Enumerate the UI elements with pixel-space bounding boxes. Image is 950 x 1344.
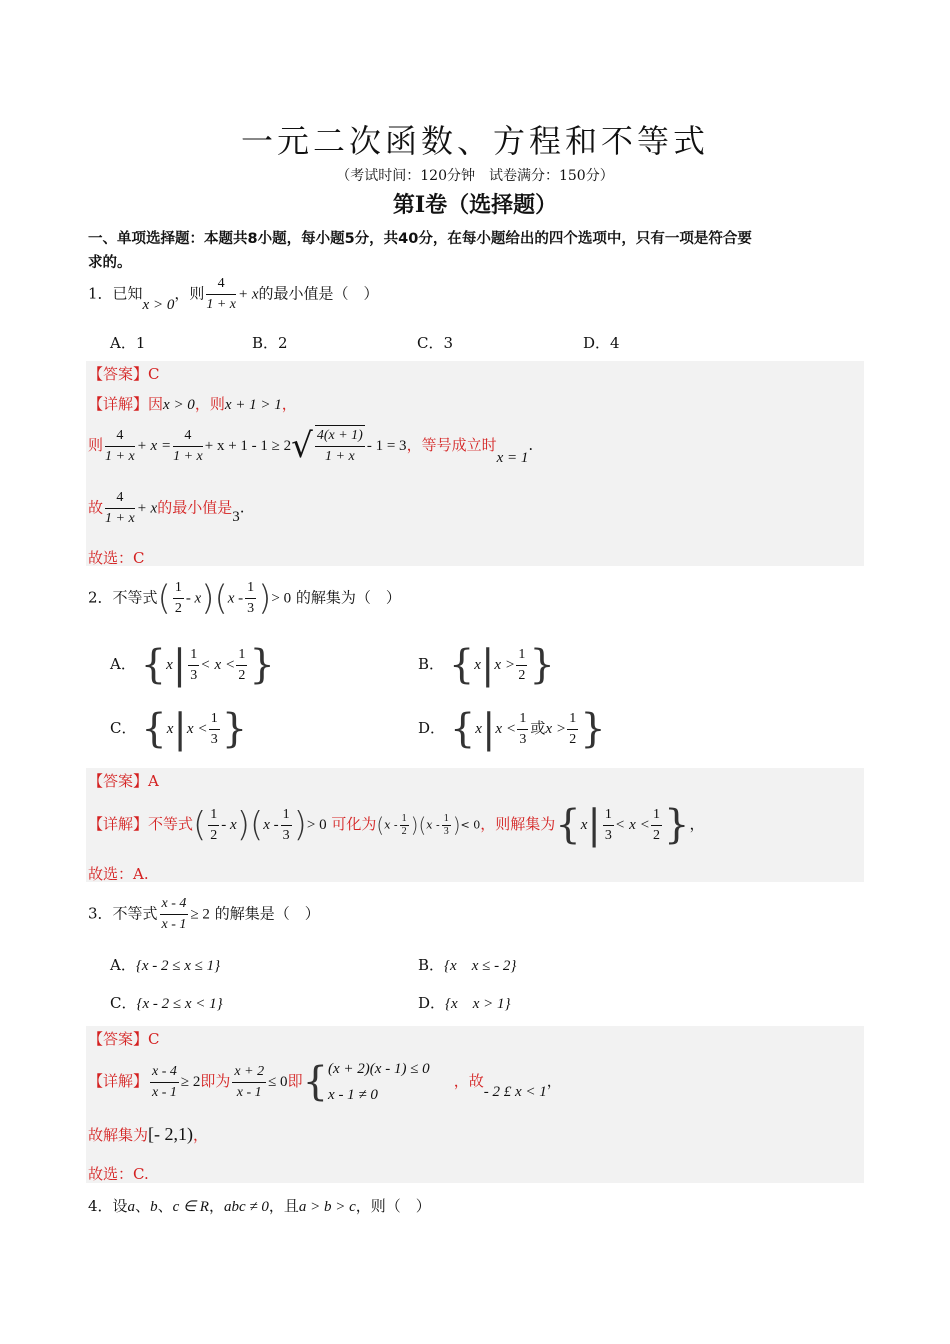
math-text: 不等式 xyxy=(148,815,194,833)
math-text: x xyxy=(580,817,588,833)
option-a: A．1 xyxy=(110,334,146,352)
math-text: ，则解集为 xyxy=(480,815,556,833)
math-text: 【答案】 xyxy=(88,365,149,383)
brace: { xyxy=(302,1059,329,1105)
math-text: {x - 2 ≤ x ≤ 1} xyxy=(135,958,221,974)
math-text: 1 + x xyxy=(105,511,135,526)
math-text: x - xyxy=(384,818,398,832)
instructions: 一、单项选择题：本题共8小题，每小题5分，共40分，在每小题给出的四个选项中，只有一项是符合要 xyxy=(88,231,752,247)
brace: | xyxy=(173,706,187,752)
math-text: 2 xyxy=(569,731,577,747)
math-text: {x x ≤ - 2} xyxy=(444,958,517,974)
math-text: ， xyxy=(546,1072,562,1090)
math-text: ， xyxy=(208,1197,224,1215)
math-text: x - 1 ≠ 0 xyxy=(328,1087,378,1103)
math-text: x + 2 xyxy=(232,1062,266,1083)
math-text: ≥ 2 xyxy=(180,1074,201,1090)
math-text: . xyxy=(239,498,245,517)
math-text: x - 1 xyxy=(161,917,187,932)
option-d xyxy=(418,706,606,752)
math-text: 2．不等式 xyxy=(88,588,158,607)
answer-2 xyxy=(88,770,159,791)
option-a xyxy=(110,642,275,688)
math-text: + x = xyxy=(136,438,172,454)
math-text: 1 + x xyxy=(173,448,203,464)
brace: { xyxy=(449,706,476,752)
brace: | xyxy=(481,706,496,752)
math-text: ， xyxy=(281,395,297,413)
math-text: x xyxy=(474,657,481,673)
math-text: 的最小值是 xyxy=(157,498,233,517)
math-text: ， xyxy=(193,1126,209,1144)
fraction xyxy=(236,645,247,686)
math-text: {x - 2 ≤ x < 1} xyxy=(136,996,223,1012)
sqrt-icon: √ xyxy=(291,426,313,466)
math-text: 1 xyxy=(567,709,578,730)
math-text: 1 xyxy=(603,805,614,826)
math-text: ，故 xyxy=(453,1072,484,1090)
math-text: C xyxy=(148,365,160,383)
math-text: 2 xyxy=(401,825,407,837)
math-text: 2 xyxy=(653,827,661,843)
math-text: > xyxy=(505,657,515,673)
math-text: c ∈ R xyxy=(172,1199,209,1215)
math-text: ， xyxy=(689,815,705,833)
fraction xyxy=(281,805,292,846)
math-text: x + 1 > 1 xyxy=(224,397,282,413)
detail-3-line2 xyxy=(88,1124,208,1145)
math-text: < xyxy=(506,721,516,737)
brace: } xyxy=(664,802,690,848)
detail-3 xyxy=(88,1056,562,1108)
math-text: {x x > 1} xyxy=(445,996,511,1012)
option-d xyxy=(418,992,510,1013)
math-text: 3．不等式 xyxy=(88,904,158,923)
math-text: 3 xyxy=(443,825,449,837)
math-text: + x xyxy=(136,500,158,517)
math-text: 、 xyxy=(135,1197,151,1215)
parenthesis: ) xyxy=(452,813,461,837)
parenthesis: ( xyxy=(376,813,385,837)
answer-3 xyxy=(88,1028,160,1049)
instructions-cont: 求的。 xyxy=(88,255,132,271)
math-text: 2 xyxy=(210,827,218,843)
math-text: ≤ 0 xyxy=(268,1074,288,1090)
math-text: x xyxy=(186,721,194,737)
math-text xyxy=(376,812,481,837)
brace: { xyxy=(448,642,475,688)
option-d: D．4 xyxy=(583,334,620,352)
math-text: x - 4 xyxy=(160,894,189,915)
math-text: < xyxy=(615,817,625,833)
question-2 xyxy=(88,578,401,619)
math-text: (x + 2)(x - 1) ≤ 0 xyxy=(328,1061,430,1077)
choice-3: 故选：C. xyxy=(88,1165,149,1183)
parenthesis: ( xyxy=(214,578,228,619)
fraction xyxy=(105,426,135,467)
fraction xyxy=(245,578,256,619)
option-c xyxy=(110,706,247,752)
fraction xyxy=(315,425,365,467)
math-text: 1 xyxy=(517,709,528,730)
q-text: 1．已知 xyxy=(88,284,143,303)
option-b: B．2 xyxy=(252,334,288,352)
brace: } xyxy=(529,642,555,688)
parenthesis: ) xyxy=(258,578,272,619)
math-text: 1 xyxy=(208,805,219,826)
fraction xyxy=(173,578,184,619)
fraction xyxy=(442,813,451,838)
parenthesis: ( xyxy=(249,805,264,845)
math-text: 1 xyxy=(236,645,247,666)
math-text: x - 4 xyxy=(150,1062,179,1083)
detail-1-line2 xyxy=(88,425,533,467)
fraction xyxy=(603,805,614,846)
math-text: < 0 xyxy=(460,818,481,832)
math-text: x - xyxy=(426,818,440,832)
math-text: 3 xyxy=(282,827,290,843)
fraction xyxy=(651,805,662,846)
math-text: 3 xyxy=(519,731,527,747)
fraction xyxy=(188,645,199,686)
math: + x xyxy=(238,286,259,303)
question-3 xyxy=(88,894,320,935)
math-text: 1 xyxy=(188,645,199,666)
math-text: 、 xyxy=(157,1197,173,1215)
math-text: . xyxy=(528,436,534,454)
answer-1 xyxy=(88,363,160,384)
math-text xyxy=(328,1056,430,1108)
math-text: ，则（ ） xyxy=(355,1197,431,1215)
math-text: D． xyxy=(418,994,446,1012)
math-text: C． xyxy=(110,719,137,737)
math-text: x - xyxy=(227,590,244,607)
math-text: x xyxy=(495,721,503,737)
math-text: 1 + x xyxy=(105,448,135,464)
math-text: x xyxy=(166,657,173,673)
math-text: 【详解】 xyxy=(88,815,149,833)
math-text: 的解集为（ ） xyxy=(295,588,401,607)
document-title: 一元二次函数、方程和不等式 xyxy=(240,122,709,160)
math-text: < xyxy=(225,657,235,673)
math-text: D． xyxy=(418,719,446,737)
parenthesis: ) xyxy=(293,805,307,845)
question-4 xyxy=(88,1195,431,1216)
math-text: 1 xyxy=(245,578,256,599)
math-text: < xyxy=(201,657,210,673)
math-text: x xyxy=(629,817,636,833)
math-text: 4 xyxy=(173,426,203,447)
brace: | xyxy=(172,642,187,688)
fraction xyxy=(105,488,135,529)
exam-info: （考试时间：120分钟 试卷满分：150分） xyxy=(336,168,614,184)
q-text: 的最小值是（ ） xyxy=(258,284,379,303)
math-text: 1 xyxy=(209,709,220,730)
choice-1: 故选：C xyxy=(88,549,145,567)
brace: { xyxy=(555,802,581,848)
math-text: 1 xyxy=(516,645,527,666)
math-text: - 1 = 3 xyxy=(366,438,407,454)
math-text: a > b > c xyxy=(298,1199,356,1215)
math-text: 3 xyxy=(247,601,255,616)
detail-2 xyxy=(88,802,705,848)
brace: | xyxy=(587,802,601,848)
math-text: 【答案】 xyxy=(88,1030,149,1048)
math-text: x - 1 xyxy=(152,1084,177,1100)
math-text: > 0 xyxy=(271,590,292,607)
math-text: 3 xyxy=(232,508,240,525)
math-text: x xyxy=(494,657,502,673)
math-text: x xyxy=(475,721,482,737)
math-text: - x xyxy=(185,590,202,607)
math-text: a xyxy=(127,1199,136,1215)
section-heading: 第I卷（选择题） xyxy=(392,192,558,218)
math-text: 4．设 xyxy=(88,1197,128,1215)
brace: { xyxy=(140,642,167,688)
fraction xyxy=(517,709,528,750)
math-text: 即 xyxy=(287,1072,303,1090)
option-a xyxy=(110,954,220,975)
math-text: x - 1 xyxy=(236,1084,262,1100)
math-text: 故解集为 xyxy=(88,1126,149,1144)
math-text: 故 xyxy=(88,498,104,517)
math-text: 【答案】 xyxy=(88,772,149,790)
fraction xyxy=(232,1062,266,1103)
math-text: ，则 xyxy=(194,395,225,413)
brace: | xyxy=(480,642,495,688)
math-text: x - xyxy=(263,817,279,833)
detail-1-line1 xyxy=(88,393,297,414)
math-text: 2 xyxy=(238,667,246,683)
math-text: A． xyxy=(110,956,136,974)
math: x > 0 xyxy=(142,296,175,313)
math-text: < xyxy=(640,817,650,833)
math-text: 1 xyxy=(443,812,449,824)
math-text: 3 xyxy=(190,667,198,683)
fraction xyxy=(160,894,189,935)
math-text: 2 xyxy=(518,667,526,683)
brace: } xyxy=(580,706,606,752)
math-text: 3 xyxy=(604,827,612,843)
math-text: abc ≠ 0 xyxy=(223,1199,269,1215)
brace: { xyxy=(141,706,167,752)
math-text: x = 1 xyxy=(496,450,529,466)
math-text: 1 xyxy=(651,805,662,826)
math-text: x xyxy=(166,721,174,737)
math-text: 的解集是（ ） xyxy=(214,904,320,923)
fraction xyxy=(400,813,409,838)
math-text: - x xyxy=(221,817,237,833)
math-text: 【详解】 xyxy=(88,395,149,413)
math-text: > xyxy=(556,721,566,737)
math-text: 4 xyxy=(206,274,236,295)
math-text: A xyxy=(148,772,159,790)
fraction xyxy=(150,1062,179,1103)
math-text: 4(x + 1) xyxy=(315,426,365,447)
math-text: x xyxy=(545,721,553,737)
parenthesis: ( xyxy=(193,805,207,845)
math-text: 4 xyxy=(105,488,135,509)
math-text: 因 xyxy=(148,395,164,413)
math-text: 1 xyxy=(173,578,184,599)
math-text: 2 xyxy=(174,601,182,616)
math-text: + x + 1 - 1 ≥ 2 xyxy=(204,438,292,454)
math-text: A． xyxy=(110,655,136,673)
parenthesis: ) xyxy=(410,813,419,837)
math-text: 即为 xyxy=(200,1072,231,1090)
math-text: > 0 xyxy=(306,817,327,833)
math-text: b xyxy=(150,1199,158,1215)
math-text: - 2 £ x < 1 xyxy=(483,1084,547,1100)
choice-2: 故选：A. xyxy=(88,865,149,883)
question-1 xyxy=(88,274,379,315)
brace: } xyxy=(221,706,248,752)
math-text: 可化为 xyxy=(331,815,377,833)
parenthesis: ) xyxy=(201,578,215,619)
math-text: < xyxy=(198,721,207,737)
math-text: B． xyxy=(418,655,445,673)
math-text: 则 xyxy=(88,436,104,454)
math-text: [- 2,1) xyxy=(148,1124,193,1144)
math-text: 1 + x xyxy=(206,297,237,312)
fraction xyxy=(208,805,219,846)
math-text: 1 xyxy=(281,805,292,826)
math-text: ，且 xyxy=(268,1197,299,1215)
parenthesis: ( xyxy=(418,813,427,837)
fraction xyxy=(206,274,236,315)
q-text: ，则 xyxy=(174,284,205,303)
option-b xyxy=(418,642,555,688)
math-text: 1 xyxy=(401,812,407,824)
detail-1-line3 xyxy=(88,488,245,529)
fraction xyxy=(567,709,578,750)
math-text: B． xyxy=(418,956,445,974)
math-text: 3 xyxy=(210,731,218,747)
math-text: x xyxy=(214,657,222,673)
math-text: 1 + x xyxy=(325,449,355,464)
math-text: C xyxy=(148,1030,160,1048)
math-text: 【详解】 xyxy=(88,1072,149,1090)
math-text: ，等号成立时 xyxy=(406,436,497,454)
brace: } xyxy=(249,642,275,688)
math-text: ≥ 2 xyxy=(190,906,210,923)
fraction xyxy=(173,426,203,467)
math-text: C． xyxy=(110,994,137,1012)
option-b xyxy=(418,954,516,975)
math-text: x > 0 xyxy=(163,397,195,413)
parenthesis: ( xyxy=(157,578,171,619)
option-c: C．3 xyxy=(417,334,454,352)
option-c xyxy=(110,992,223,1013)
fraction xyxy=(209,709,220,750)
math-text: 4 xyxy=(105,426,135,447)
fraction xyxy=(516,645,527,686)
parenthesis: ) xyxy=(236,805,250,845)
math-text: 或 xyxy=(530,719,546,737)
